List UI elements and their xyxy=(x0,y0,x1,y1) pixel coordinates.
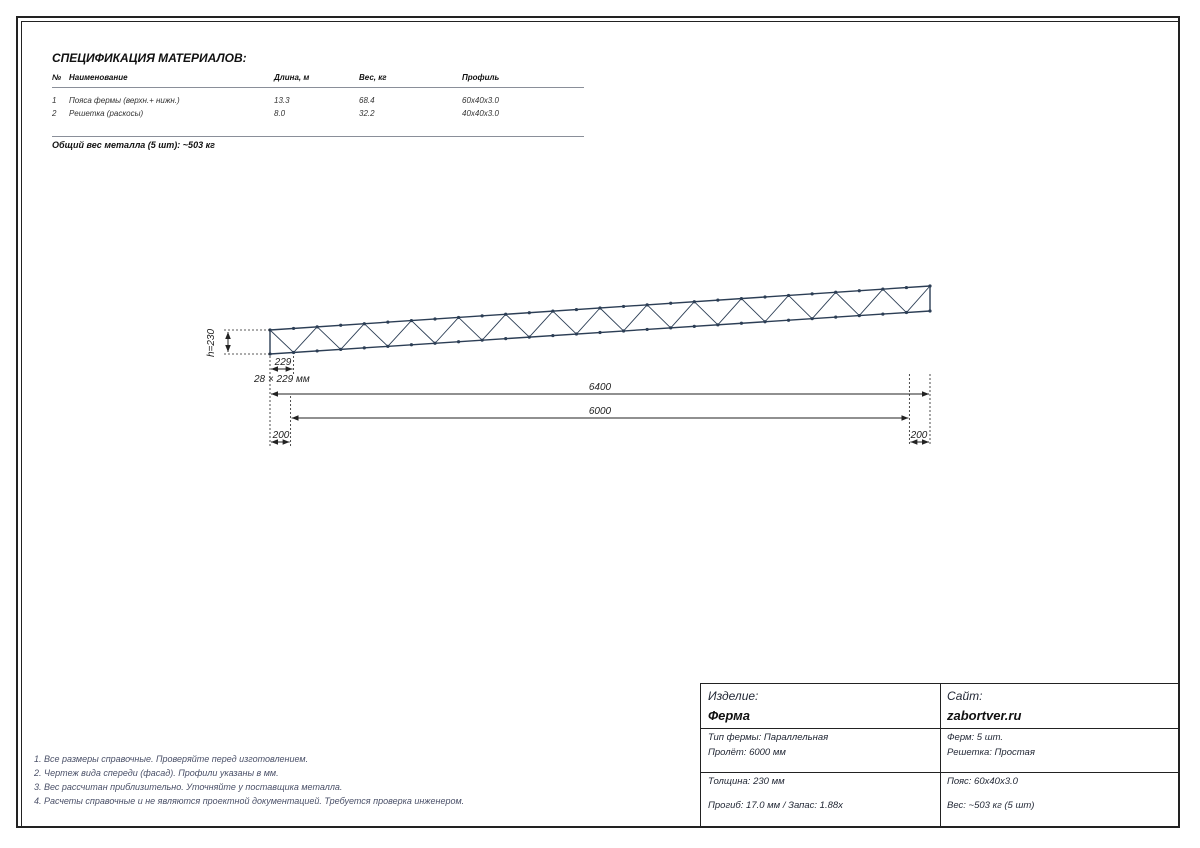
truss-span: Пролёт: 6000 мм xyxy=(708,747,786,758)
spec-cell-name: Пояса фермы (верхн.+ нижн.) xyxy=(69,96,180,105)
title-block-divider xyxy=(940,684,941,827)
truss-node xyxy=(740,322,743,325)
lattice-diagonal xyxy=(506,314,530,337)
height-dimension-label: h=230 xyxy=(206,328,217,358)
spec-cell-profile: 60x40x3.0 xyxy=(462,96,499,105)
lattice-diagonal xyxy=(435,317,459,343)
spec-header-profile: Профиль xyxy=(462,73,500,82)
spec-cell-weight: 68.4 xyxy=(359,96,375,105)
total-weight: Вес: ~503 кг (5 шт) xyxy=(947,800,1035,811)
truss-node xyxy=(716,323,719,326)
truss-node xyxy=(316,325,319,328)
panel-count-label: 28 × 229 мм xyxy=(254,374,310,385)
spec-cell-num: 1 xyxy=(52,96,57,105)
truss-node xyxy=(410,343,413,346)
truss-count: Ферм: 5 шт. xyxy=(947,732,1004,743)
truss-node xyxy=(646,303,649,306)
spec-cell-num: 2 xyxy=(52,109,57,118)
truss-node xyxy=(811,317,814,320)
lattice-diagonal xyxy=(741,299,765,322)
truss-node xyxy=(339,324,342,327)
lattice-diagonal xyxy=(836,292,860,315)
lattice-type: Решетка: Простая xyxy=(947,747,1035,758)
lattice-diagonal xyxy=(718,299,742,325)
site-value: zabortver.ru xyxy=(947,708,1022,723)
spec-cell-length: 13.3 xyxy=(274,96,290,105)
lattice-diagonal xyxy=(459,317,483,340)
truss-node xyxy=(551,334,554,337)
note-item: 1. Все размеры справочные. Проверяйте перед изготовлением. xyxy=(34,754,309,764)
dimension-lines xyxy=(224,330,930,446)
truss-node xyxy=(598,331,601,334)
truss-node xyxy=(928,284,931,287)
truss-node xyxy=(598,306,601,309)
truss-node xyxy=(763,320,766,323)
product-label: Изделие: xyxy=(708,689,759,703)
span-length-label: 6000 xyxy=(588,406,612,417)
truss-node xyxy=(669,302,672,305)
truss-node xyxy=(528,311,531,314)
truss-node xyxy=(787,294,790,297)
truss-node xyxy=(693,325,696,328)
lattice-diagonal xyxy=(317,327,341,350)
truss-node xyxy=(363,346,366,349)
truss-node xyxy=(481,314,484,317)
lattice-diagonal xyxy=(482,314,506,340)
truss-node xyxy=(622,329,625,332)
truss-node xyxy=(834,291,837,294)
lattice-diagonal xyxy=(553,311,577,334)
truss-node xyxy=(716,299,719,302)
spec-total-weight: Общий вес металла (5 шт): ~503 кг xyxy=(52,140,215,150)
truss-node xyxy=(763,295,766,298)
truss-node xyxy=(575,332,578,335)
truss-node xyxy=(433,317,436,320)
lattice-diagonal xyxy=(859,289,883,315)
truss-node xyxy=(363,322,366,325)
truss-node xyxy=(575,308,578,311)
overall-length-label: 6400 xyxy=(588,382,612,393)
note-item: 4. Расчеты справочные и не являются проектной документацией. Требуется проверка инженером. xyxy=(34,796,465,806)
spec-header-weight: Вес, кг xyxy=(359,73,387,82)
truss-node xyxy=(292,351,295,354)
truss-node xyxy=(528,336,531,339)
right-overhang-label: 200 xyxy=(910,430,928,441)
panel-dimension-label: 229 xyxy=(274,357,292,368)
truss-node xyxy=(905,286,908,289)
site-label: Сайт: xyxy=(947,689,983,703)
truss-node xyxy=(905,311,908,314)
lattice-diagonal xyxy=(294,327,318,353)
note-item: 3. Вес рассчитан приблизительно. Уточняйте у поставщика металла. xyxy=(34,782,343,792)
lattice-diagonal xyxy=(624,305,648,331)
lattice-diagonal xyxy=(364,324,388,347)
truss-node xyxy=(316,349,319,352)
lattice-diagonal xyxy=(600,308,624,331)
lattice-diagonal xyxy=(906,286,930,313)
truss-node xyxy=(339,348,342,351)
truss-node xyxy=(504,313,507,316)
truss-type: Тип фермы: Параллельная xyxy=(708,732,829,743)
truss-node xyxy=(811,292,814,295)
truss-node xyxy=(457,316,460,319)
spec-header-name: Наименование xyxy=(69,73,128,82)
spec-title: СПЕЦИФИКАЦИЯ МАТЕРИАЛОВ: xyxy=(52,51,247,65)
truss-node xyxy=(834,316,837,319)
truss-node xyxy=(433,342,436,345)
spec-header-num: № xyxy=(52,73,62,82)
lattice-diagonal xyxy=(694,302,718,325)
lattice-diagonal xyxy=(341,324,365,350)
lattice-diagonal xyxy=(270,330,294,352)
truss-node xyxy=(386,321,389,324)
title-block xyxy=(700,683,1179,827)
title-block-divider xyxy=(701,772,1179,773)
truss-node xyxy=(740,297,743,300)
truss-node xyxy=(881,288,884,291)
truss-node xyxy=(504,337,507,340)
truss-node xyxy=(292,327,295,330)
title-block-divider xyxy=(701,728,1179,729)
truss-node xyxy=(858,314,861,317)
chord-profile: Пояс: 60x40x3.0 xyxy=(947,776,1018,787)
drawing-notes xyxy=(34,754,464,810)
lattice-diagonal xyxy=(765,295,789,321)
truss-node xyxy=(693,300,696,303)
spec-cell-name: Решетка (раскосы) xyxy=(69,109,144,118)
note-item: 2. Чертеж вида спереди (фасад). Профили указаны в мм. xyxy=(34,768,279,778)
truss-node xyxy=(551,310,554,313)
lattice-diagonal xyxy=(789,295,813,318)
spec-cell-profile: 40x40x3.0 xyxy=(462,109,499,118)
spec-cell-length: 8.0 xyxy=(274,109,286,118)
lattice-diagonal xyxy=(576,308,600,334)
truss-node xyxy=(858,289,861,292)
lattice-diagonal xyxy=(388,321,412,347)
spec-cell-weight: 32.2 xyxy=(359,109,375,118)
lattice-diagonal xyxy=(411,321,435,344)
truss-node xyxy=(481,339,484,342)
truss-node xyxy=(646,328,649,331)
spec-header-length: Длина, м xyxy=(274,73,310,82)
truss-node xyxy=(410,319,413,322)
truss-thickness: Толщина: 230 мм xyxy=(708,776,785,787)
lattice-diagonal xyxy=(883,289,907,312)
truss-node xyxy=(881,312,884,315)
truss-node xyxy=(457,340,460,343)
truss-node xyxy=(622,305,625,308)
truss-elevation xyxy=(268,284,931,355)
truss-node xyxy=(928,309,931,312)
lattice-diagonal xyxy=(812,292,836,318)
product-value: Ферма xyxy=(708,708,750,723)
truss-node xyxy=(669,326,672,329)
left-overhang-label: 200 xyxy=(272,430,290,441)
truss-node xyxy=(787,319,790,322)
lattice-diagonal xyxy=(529,311,553,337)
lattice-diagonal xyxy=(671,302,695,328)
lattice-diagonal xyxy=(647,305,671,328)
truss-node xyxy=(386,345,389,348)
truss-deflection: Прогиб: 17.0 мм / Запас: 1.88x xyxy=(708,800,843,811)
